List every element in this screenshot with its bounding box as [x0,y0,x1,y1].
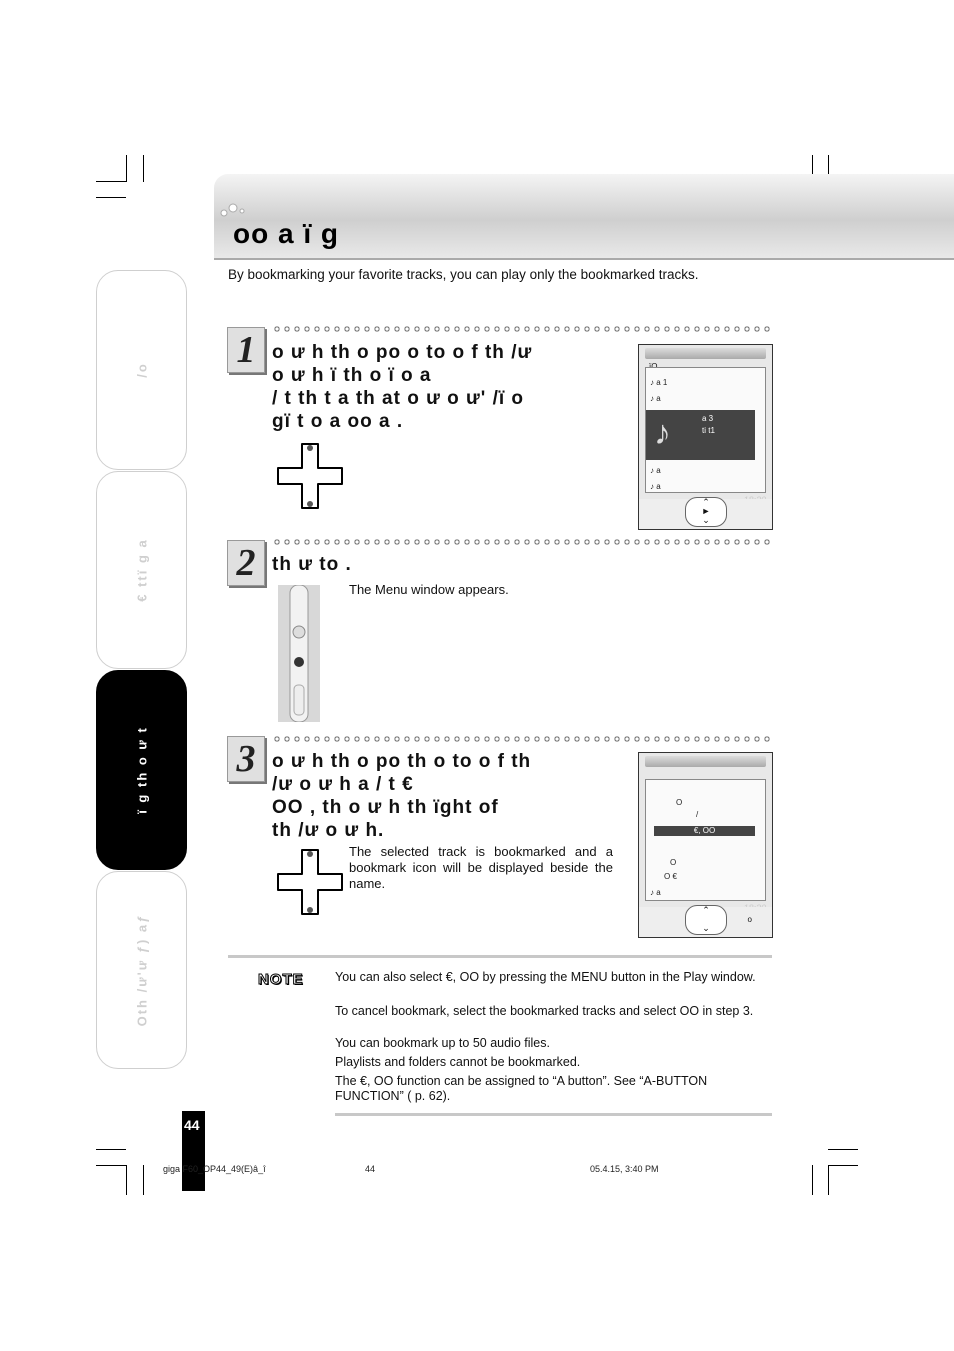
nav-pad: ⌃ ⌄ [685,905,727,935]
crop-mark [828,1165,858,1166]
selected-track [646,410,755,460]
side-tab-label: /o [134,362,149,378]
note-line: You can also select €, OO by pressing the MENU button in the Play window. [335,970,756,984]
dpad-icon [276,442,344,510]
side-tab-1[interactable] [96,270,187,470]
step-3-text: o ư h th o po th o to o f th /ư o ư h a / t € OO , th o ư h th ïght of th /ư o ư h. [272,751,532,841]
intro-text: By bookmarking your favorite tracks, you can play only the bookmarked tracks. [228,267,699,282]
menu-item-bookmark-selected: €, OO [654,826,755,836]
player-screen-1 [638,344,773,530]
list-item: ♪ a [650,394,661,403]
list-item: ♪ a 1 [650,378,668,387]
side-tab-label: Oth /ư'ư ƒ) aƒ [134,913,149,1027]
dotted-divider [272,538,772,546]
page-title: oo a ï g [233,218,339,249]
menu-item: O [670,858,677,867]
note-line: To cancel bookmark, select the bookmarked tracks and select OO in step 3. [335,1004,754,1018]
list-item: ♪ a [650,888,661,897]
note-badge: NOTE [258,971,304,988]
dotted-divider [272,735,772,743]
crop-mark [828,1149,858,1150]
player-screen-3 [638,752,773,938]
device-side-menu-button-illustration [278,585,320,722]
side-tab-4[interactable] [96,871,187,1069]
crop-mark [96,1165,126,1166]
side-tab-2[interactable] [96,471,187,669]
note-top-rule [228,955,772,958]
page-number: 44 [184,1117,200,1133]
note-line: Playlists and folders cannot be bookmarked. [335,1055,581,1069]
selected-track-title: a 3 [702,414,714,423]
dotted-divider [272,325,772,333]
screen-title-bar [645,756,766,767]
side-tab-3-active[interactable] [96,670,187,870]
menu-item: O € [664,872,677,881]
selected-track-artist: ti t1 [702,426,715,435]
footer-timestamp: 05.4.15, 3:40 PM [590,1164,659,1174]
side-tab-label: ï g th o ư t [134,726,149,814]
music-note-icon: ♪ [654,414,671,452]
screen-title-bar [645,348,766,359]
screen-control-bar [639,499,772,529]
menu-item: O [676,798,683,807]
track-list [645,367,766,493]
footer-filename: giga F60_OP44_49(E)â_î [163,1164,266,1174]
step-1-text: o ư h th o po o to o f th /ư o ư h ï th o ï o a / t th t a th at o ư o ư' /ï o gï t o a oo a . [272,342,533,432]
menu-popup [645,779,766,901]
page-number-tab [182,1111,205,1191]
footer-page: 44 [365,1164,376,1174]
crop-mark [96,1149,126,1150]
note-bottom-rule [335,1113,772,1116]
step-number: 1 [227,327,265,373]
dpad-icon [276,848,344,916]
list-item: ♪ a [650,482,661,491]
crop-mark [143,1165,144,1195]
note-line: The €, OO function can be assigned to “A button”. See “A-BUTTON FUNCTION” ( p. 62). [335,1074,708,1103]
screen-bottom-label: o [747,915,752,924]
crop-mark [96,181,126,182]
crop-mark [812,1165,813,1195]
crop-mark [828,1165,829,1195]
crop-mark [143,155,144,182]
step-3-description: The selected track is bookmarked and a bookmark icon will be displayed beside the name. [349,844,613,891]
crop-mark [126,1165,127,1195]
crop-mark [126,155,127,182]
step-number: 2 [227,540,265,586]
crop-mark [96,197,126,198]
step-number: 3 [227,736,265,782]
screen-control-bar [639,907,772,937]
step-2-text: th ư to . [272,554,352,575]
menu-item: / [696,810,699,819]
note-line: You can bookmark up to 50 audio files. [335,1036,550,1050]
side-tab-label: € ttï g a [134,538,149,602]
step-2-description: The Menu window appears. [349,582,509,597]
list-item: ♪ a [650,466,661,475]
nav-pad: ⌃ ► ⌄ [685,497,727,527]
